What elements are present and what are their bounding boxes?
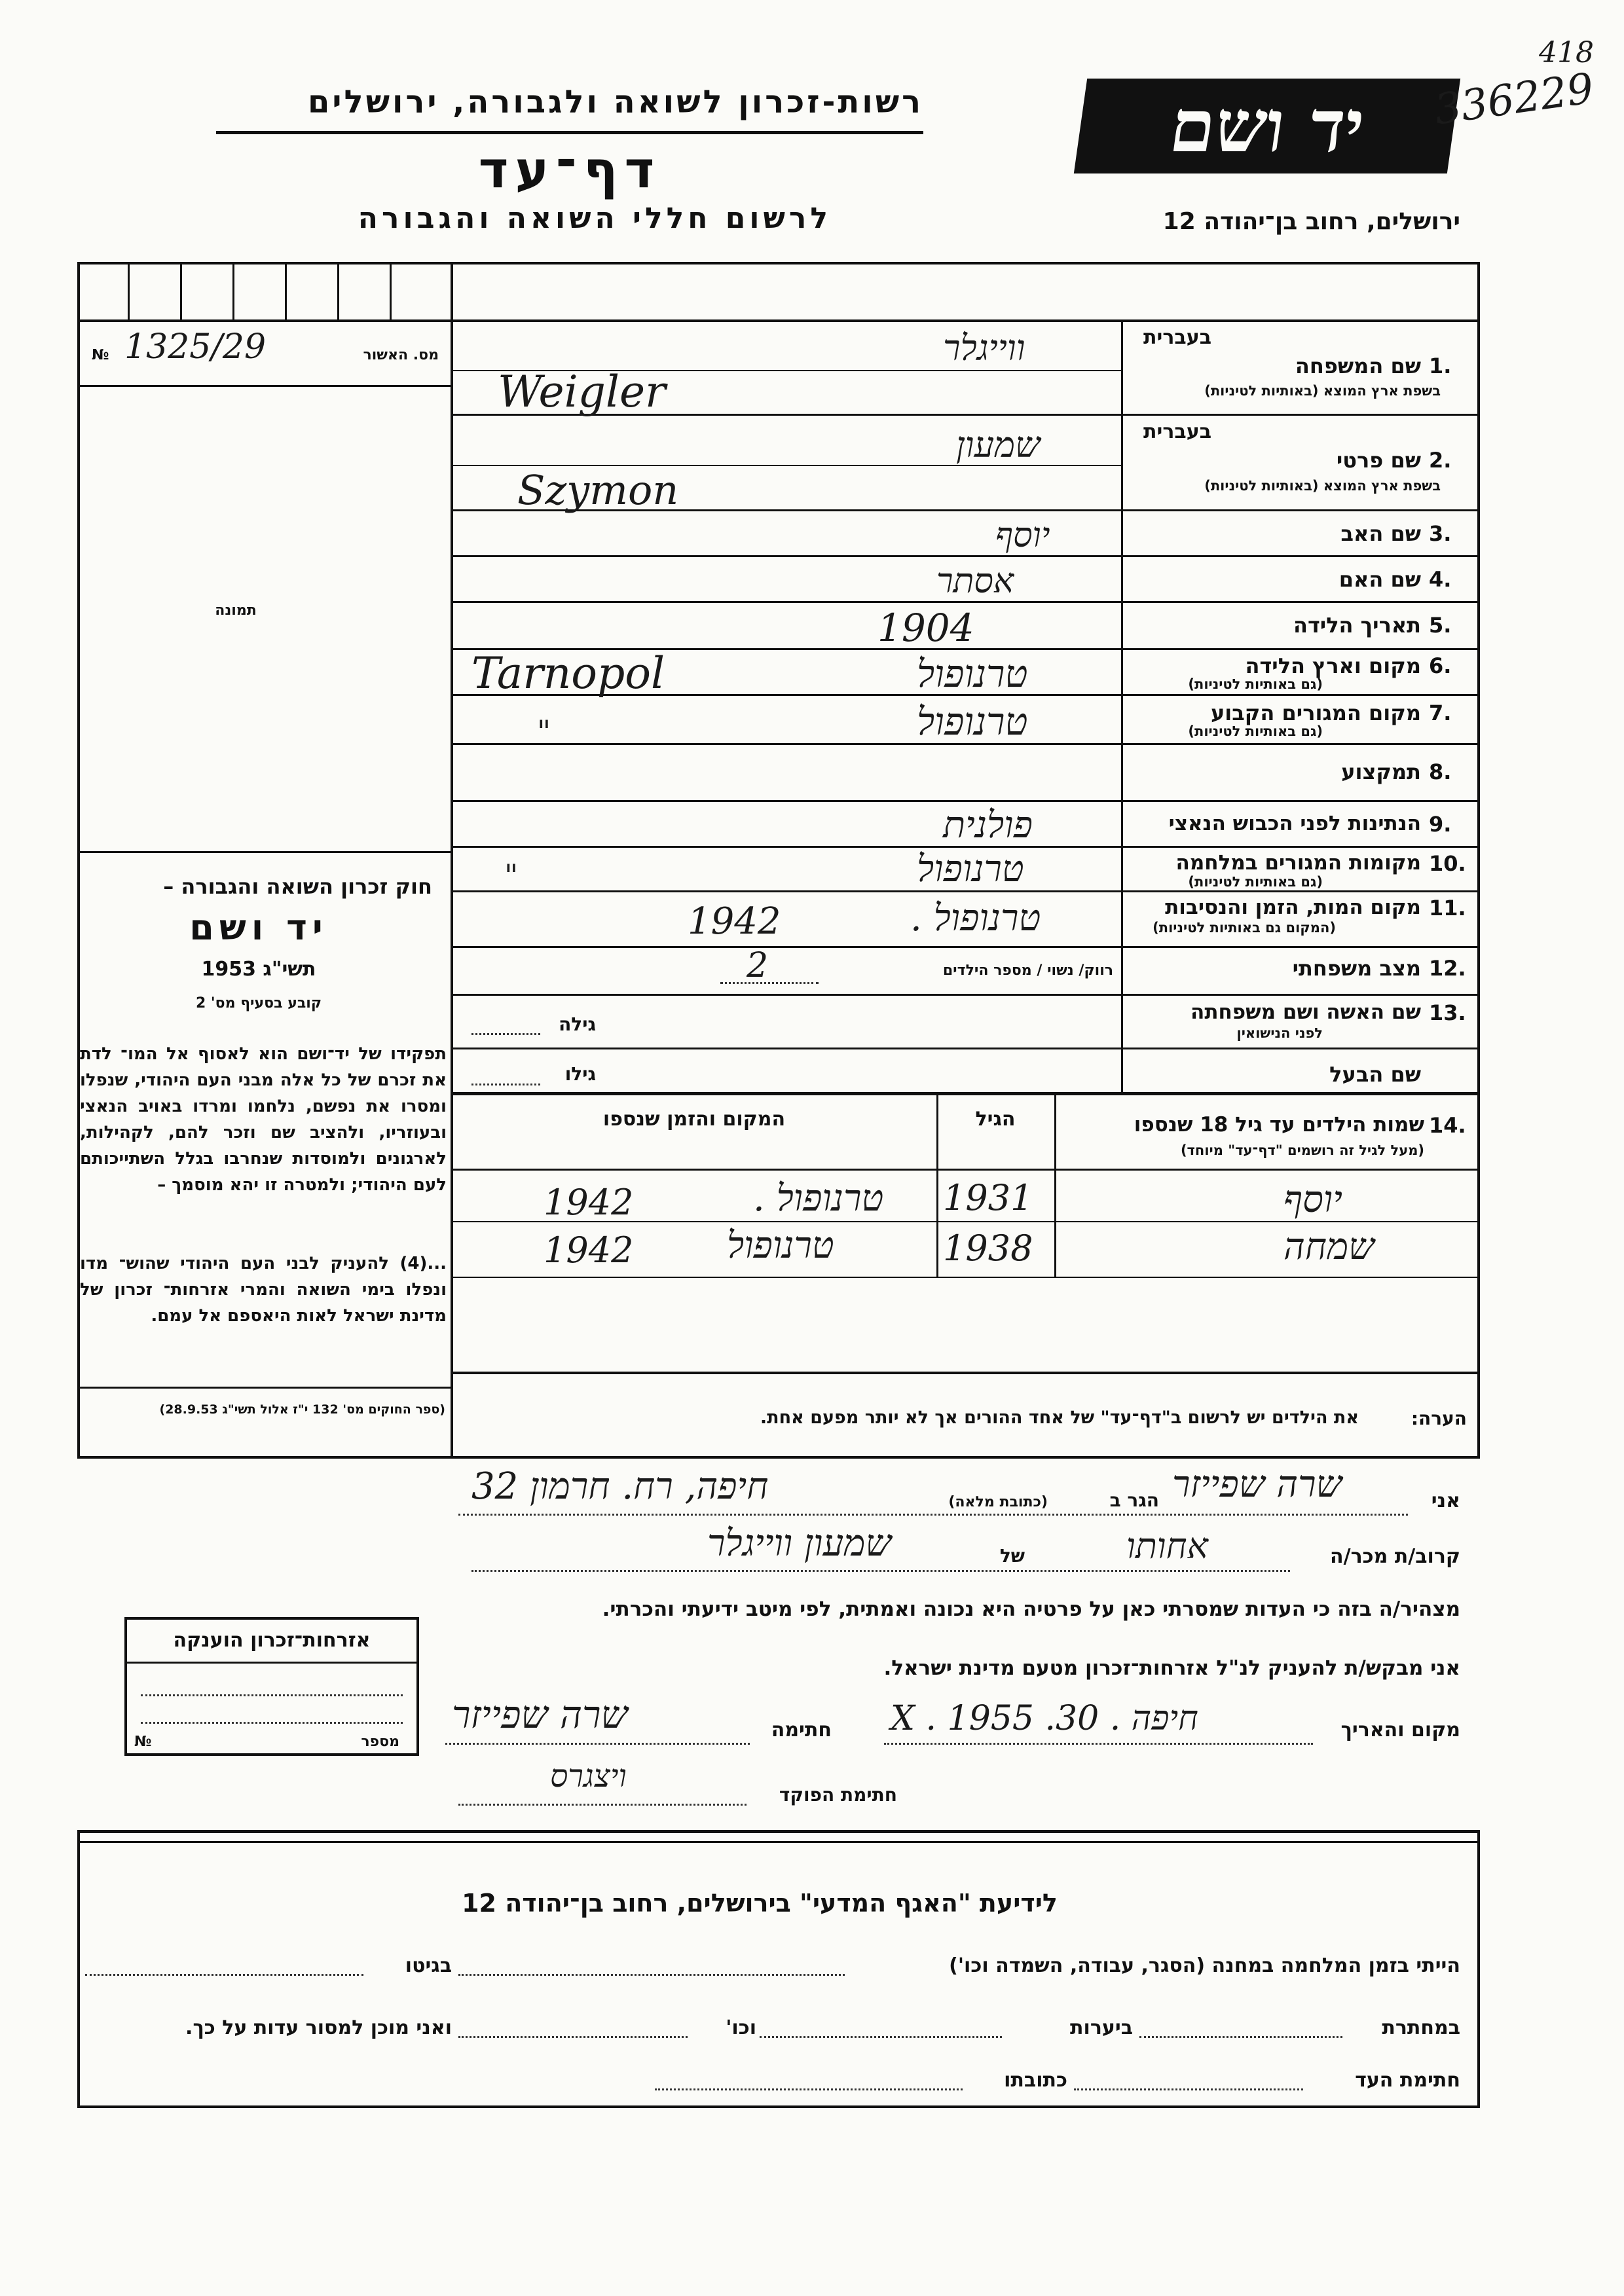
field-12-value: 2 <box>747 946 769 985</box>
husband-age-label: גילו <box>564 1063 596 1085</box>
field-11-num: 11. <box>1429 896 1466 920</box>
law-text-2: ...(4) להעניק לבני העם היהודי שהוש־ מדו ונפלו בימי השואה והמרי אזרחות־ זכרון של מדינת ישראל לאות היאספם אל עמם. <box>80 1254 447 1326</box>
place-date-value: חיפה . 30. X . 1955 <box>891 1699 1198 1738</box>
field-1-tag: בעברית <box>1143 326 1211 349</box>
field-3-label: שם האב <box>1340 521 1421 546</box>
bottom-camp-label: הייתי בזמן המלחמה במחנה (הסגר, עבודה, השמדה וכו') <box>949 1954 1460 1977</box>
field-8-num: 8. <box>1429 759 1452 784</box>
field-5-value: 1904 <box>877 606 974 650</box>
field-10-note: (גם באותיות לטיניות) <box>1188 874 1323 890</box>
citizenship-box-no-mark: № <box>134 1734 152 1750</box>
field-7-ditto: " <box>537 714 551 749</box>
photo-label: תמונה <box>215 602 257 619</box>
field-13-age-label: גילה <box>559 1013 596 1035</box>
field-7-value: טרנופול <box>917 699 1028 744</box>
field-9-label: הנתינות לפני הכבוש הנאצי <box>1168 812 1421 835</box>
logo-text: יד ושם <box>1164 84 1370 168</box>
bottom-underground-label: במחתרת <box>1382 2016 1460 2039</box>
law-name: יד ושם <box>189 907 328 948</box>
children-note: (מעל לגיל זה רושמים "דף־עד" מיוחד) <box>1180 1142 1424 1158</box>
field-4-value: אסתר <box>936 562 1014 601</box>
child-2-name: שמחה <box>1283 1226 1375 1268</box>
field-13-note: לפני הנישואין <box>1236 1025 1323 1041</box>
witness-address-label: כתובתו <box>1004 2069 1067 2092</box>
field-7-num: 7. <box>1429 701 1452 725</box>
child-1-name: יוסף <box>1283 1178 1342 1221</box>
signature-label: חתימה <box>771 1719 832 1741</box>
law-clause: קובע בסעיף מס' 2 <box>195 995 322 1011</box>
law-heading: חוק זכרון השואה והגבורה – <box>163 874 432 899</box>
field-2-latin: Szymon <box>517 466 679 514</box>
field-12-num: 12. <box>1429 956 1466 981</box>
remark-text: את הילדים יש לרשום ב"דף־עד" של אחד ההורים אך לא יותר מפעם אחת. <box>760 1408 1359 1428</box>
bottom-ghetto-label: בגיטו <box>405 1954 452 1977</box>
decl-relation-label: קרוב/ת מכר/ה <box>1330 1545 1460 1568</box>
approval-label: מס. האשור <box>363 347 439 363</box>
field-11-note: (המקום גם באותיות לטיניות) <box>1153 920 1336 936</box>
decl-address-note: (כתובת מלאה) <box>948 1494 1048 1510</box>
children-col-place: המקום והזמן שנספו <box>602 1108 786 1131</box>
field-1-latin: Weigler <box>498 367 666 417</box>
child-1-place: טרנופול . <box>753 1177 884 1220</box>
stamp-number: 336229 <box>1431 64 1597 135</box>
officer-signature: ויצגרס <box>550 1758 627 1795</box>
field-5-label: תאריך הלידה <box>1293 613 1421 638</box>
field-10-num: 10. <box>1429 851 1466 876</box>
field-1-label: שם המשפחה <box>1295 354 1421 378</box>
field-2-num: 2. <box>1429 448 1452 473</box>
field-12-note: רווק/ נשוי / מספר הילדים <box>942 962 1113 979</box>
witness-signature-label: חתימת העד <box>1355 2069 1460 2092</box>
form-subtitle: לרשום חללי השואה והגבורה <box>358 202 832 235</box>
law-text-1: תפקידו של יד־ושם הוא לאסוף אל המו־ לדת את זכרם של כל אלה מבני העם היהודי, שנפלו ומסרו את נפשם, נלחמו ומרדו באויב הנאצי ובעוזריו, ולהציב שם וזכר להם, לקהילות, לארגונים ולמוסדות שנחרבו בגלל השתייכותם לעם היהודי; ולמטרה זו יהא מוסמך – <box>80 1044 447 1195</box>
field-3-num: 3. <box>1429 521 1452 546</box>
page-number: 418 <box>1539 36 1594 69</box>
decl-request: אני מבקש/ת להעניק לנ"ל אזרחות־זכרון מטעם מדינת ישראל. <box>883 1656 1460 1680</box>
field-6-note: (גם באותיות לטיניות) <box>1188 676 1323 692</box>
field-1-num: 1. <box>1429 354 1452 378</box>
field-9-value: פולנית <box>943 804 1033 847</box>
field-10-label: מקומות המגורים במלחמה <box>1175 851 1421 875</box>
field-2-tag: בעברית <box>1143 420 1211 443</box>
field-12-label: מצב משפחתי <box>1292 956 1421 981</box>
field-6-label: מקום וארץ הלידה <box>1245 653 1421 678</box>
bottom-testimony-label: ואני מוכן למסור עדות על כך. <box>185 2016 452 2039</box>
law-year: תשי"ג 1953 <box>201 958 316 981</box>
approval-no-mark: № <box>92 347 109 363</box>
citizenship-box-number: מספר <box>361 1734 399 1750</box>
field-2-label: שם פרטי <box>1336 448 1421 473</box>
field-5-num: 5. <box>1429 613 1452 638</box>
law-source: (ספר החוקים מס' 132 י"ז אלול תשי"ג 28.9.53) <box>159 1402 445 1417</box>
citizenship-box-title: אזרחות־זכרון הוענקה <box>173 1629 371 1652</box>
field-13-num: 13. <box>1429 1000 1466 1025</box>
signature-value: שרה שפייזר <box>452 1692 628 1737</box>
decl-subject-name: שמעון ווייגלר <box>707 1522 892 1565</box>
place-date-label: מקום והאריך <box>1340 1719 1460 1741</box>
decl-prefix: אני <box>1431 1489 1460 1512</box>
bottom-etc-label: וכו' <box>726 2016 756 2039</box>
field-2-note: בשפת ארץ המוצא (באותיות לטיניות) <box>1204 478 1441 494</box>
decl-address: חיפה, רח. חרמון 32 <box>471 1465 769 1508</box>
approval-number: 1325/29 <box>124 327 267 367</box>
field-2-hebrew: שמעון <box>956 424 1041 465</box>
child-2-year: 1942 <box>544 1230 634 1271</box>
field-8-label: תמקצוע <box>1341 759 1421 784</box>
field-7-label: מקום המגורים הקבוע <box>1210 701 1421 725</box>
field-11-value: טרנופול . <box>910 897 1041 939</box>
decl-name: שרה שפייזר <box>1172 1463 1342 1506</box>
address: ירושלים, רחוב בן־יהודה 12 <box>1162 208 1460 235</box>
field-4-label: שם האם <box>1338 567 1421 592</box>
husband-label: שם הבעל <box>1329 1062 1421 1087</box>
form-title: דף־עד <box>478 141 661 200</box>
child-1-age: 1931 <box>943 1177 1033 1218</box>
field-6-value: טרנופול <box>917 651 1028 696</box>
field-10-value: טרנופול <box>917 848 1024 890</box>
children-num: 14. <box>1429 1113 1466 1138</box>
field-11-year: 1942 <box>688 900 781 943</box>
remark-label: הערה: <box>1411 1408 1467 1429</box>
field-10-ditto: " <box>504 858 519 893</box>
field-13-label: שם האשה ושם משפחתה <box>1190 1000 1421 1024</box>
yad-vashem-logo <box>1074 79 1460 173</box>
decl-of: של <box>999 1545 1025 1567</box>
field-1-hebrew: ווייגלר <box>943 327 1025 369</box>
field-11-label: מקום המות, הזמן והנסיבות <box>1165 896 1421 919</box>
field-9-num: 9. <box>1429 812 1452 837</box>
decl-relation: אחותו <box>1126 1525 1208 1567</box>
decl-statement: מצהיר/ה בזה כי העדות שמסרתי כאן על פרטיה היא נכונה ואמתית, לפי מיטב ידיעתי והכרתי. <box>602 1597 1460 1621</box>
field-4-num: 4. <box>1429 567 1452 592</box>
authority-name: רשות-זכרון לשואה ולגבורה, ירושלים <box>307 84 923 120</box>
child-1-year: 1942 <box>544 1182 634 1223</box>
child-2-age: 1938 <box>943 1228 1033 1269</box>
child-2-place: טרנופול <box>727 1224 834 1267</box>
field-6-num: 6. <box>1429 653 1452 678</box>
children-col-age: הגיל <box>975 1108 1016 1131</box>
field-3-value: יוסף <box>995 516 1050 555</box>
bottom-forests-label: ביערות <box>1070 2016 1133 2039</box>
field-1-note: בשפת ארץ המוצא (באותיות לטיניות) <box>1204 383 1441 399</box>
children-label: שמות הילדים עד גיל 18 שנספו <box>1134 1113 1424 1137</box>
field-7-note: (גם באותיות לטיניות) <box>1188 723 1323 739</box>
field-6-latin: Tarnopol <box>471 648 665 699</box>
officer-label: חתימת הפוקד <box>779 1784 897 1806</box>
bottom-title: לידיעת "האגף המדעי" בירושלים, רחוב בן־יהודה 12 <box>462 1889 1058 1918</box>
decl-resides: הגר ב <box>1109 1489 1159 1511</box>
